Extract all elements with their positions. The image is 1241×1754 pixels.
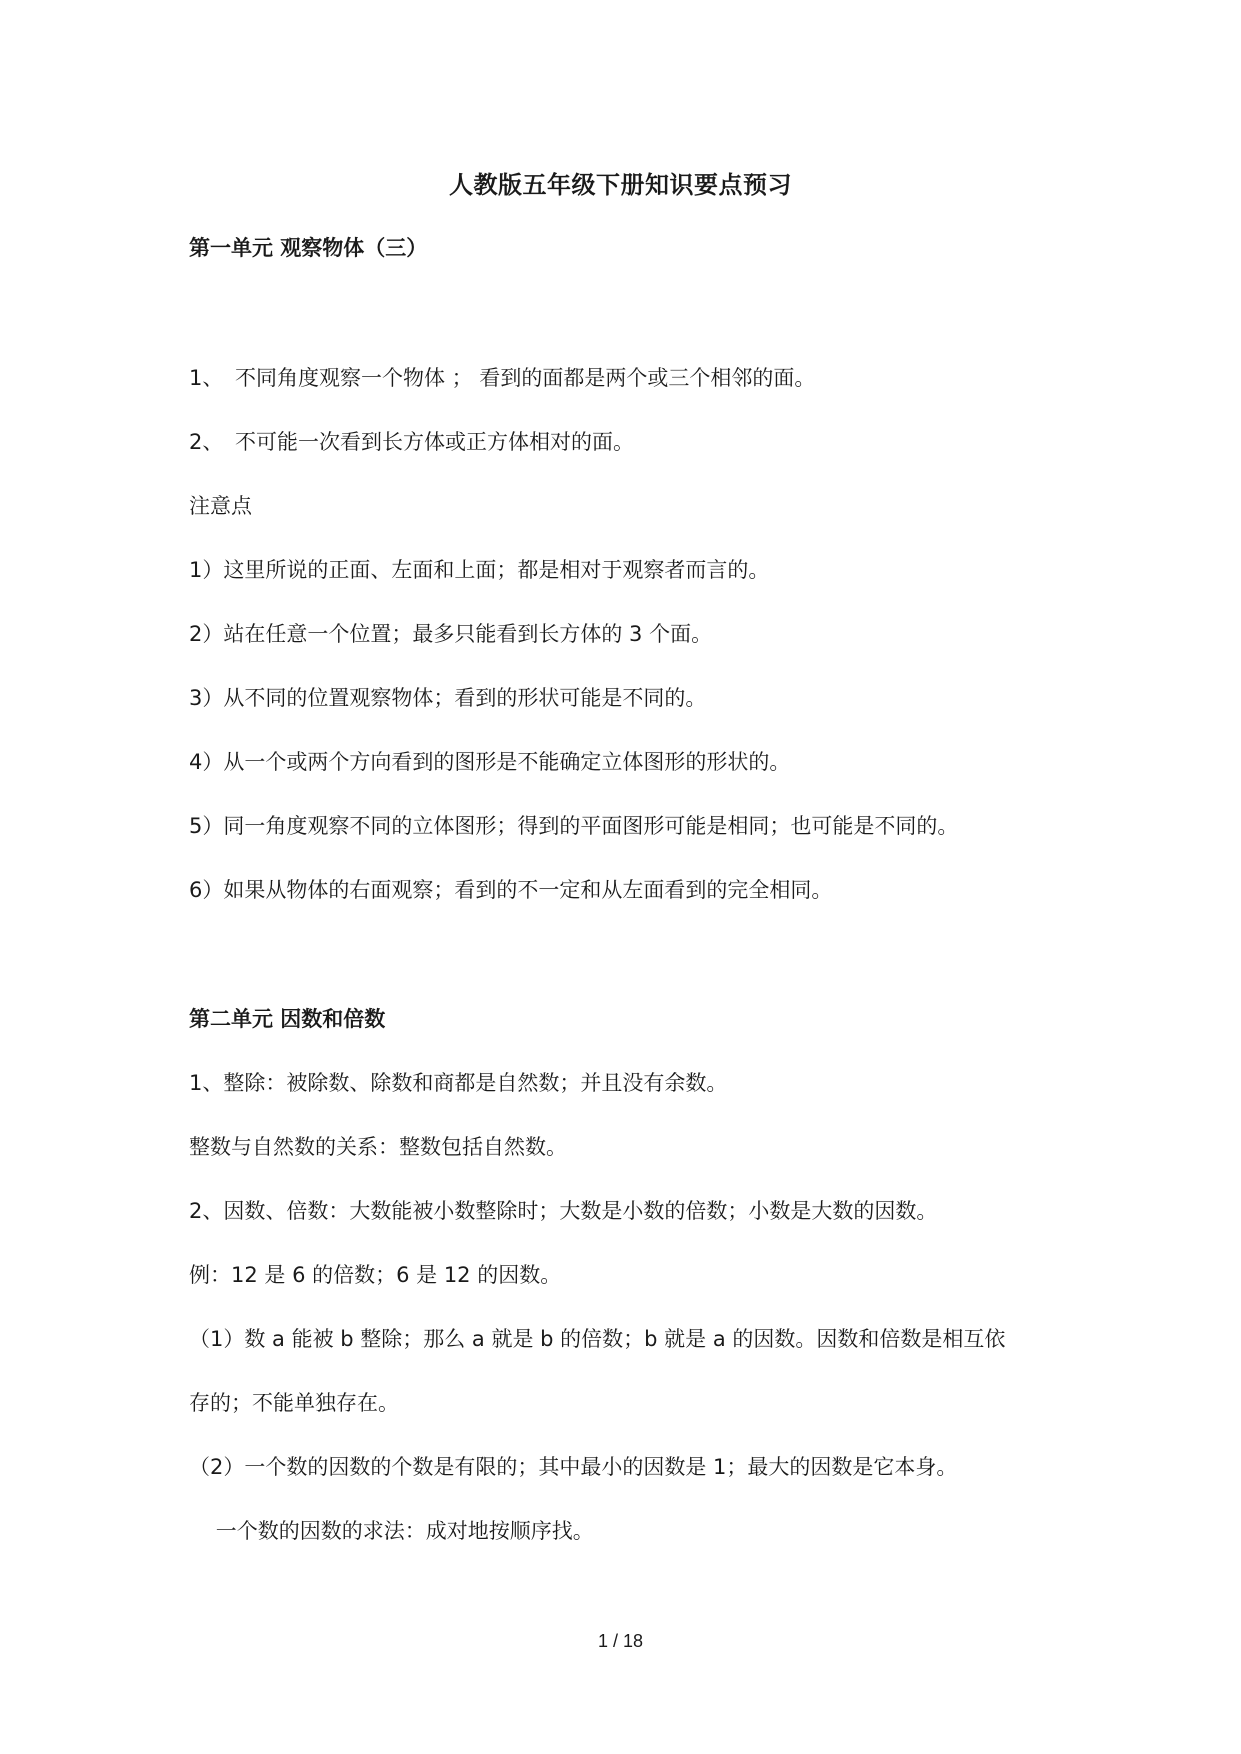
unit2-line-2: 整数与自然数的关系：整数包括自然数。: [189, 1135, 567, 1159]
unit2-line-8: 一个数的因数的求法：成对地按顺序找。: [189, 1519, 594, 1543]
note-1: 1）这里所说的正面、左面和上面；都是相对于观察者而言的。: [189, 558, 770, 582]
page-indicator: 1 / 18: [597, 1631, 644, 1651]
item-text: 不可能一次看到长方体或正方体相对的面。: [235, 430, 634, 454]
unit1-item-1: [189, 363, 815, 393]
unit2-line-5: （1）数 a 能被 b 整除；那么 a 就是 b 的倍数；b 就是 a 的因数。因数和倍数是相互依: [189, 1327, 1006, 1351]
item-number: 2、: [189, 430, 224, 454]
unit2-line-3: 2、因数、倍数：大数能被小数整除时；大数是小数的倍数；小数是大数的因数。: [189, 1199, 938, 1223]
unit2-line-4: 例：12 是 6 的倍数；6 是 12 的因数。: [189, 1263, 562, 1287]
note-5: 5）同一角度观察不同的立体图形；得到的平面图形可能是相同；也可能是不同的。: [189, 814, 959, 838]
note-2: 2）站在任意一个位置；最多只能看到长方体的 3 个面。: [189, 622, 713, 646]
unit2-line-7: （2）一个数的因数的个数是有限的；其中最小的因数是 1；最大的因数是它本身。: [189, 1455, 958, 1479]
note-4: 4）从一个或两个方向看到的图形是不能确定立体图形的形状的。: [189, 750, 791, 774]
note-6: 6）如果从物体的右面观察；看到的不一定和从左面看到的完全相同。: [189, 878, 833, 902]
unit1-heading: 第一单元 观察物体（三）: [189, 236, 428, 260]
item-number: 1、: [189, 366, 224, 390]
unit1-item-2: [189, 427, 634, 457]
unit2-heading: 第二单元 因数和倍数: [189, 1007, 386, 1031]
unit2-line-1: 1、整除：被除数、除数和商都是自然数；并且没有余数。: [189, 1071, 728, 1095]
unit2-line-6: 存的；不能单独存在。: [189, 1391, 399, 1415]
note-3: 3）从不同的位置观察物体；看到的形状可能是不同的。: [189, 686, 707, 710]
document-title: 人教版五年级下册知识要点预习: [449, 171, 792, 199]
note-label: 注意点: [189, 494, 252, 518]
item-text: 不同角度观察一个物体 ； 看到的面都是两个或三个相邻的面。: [235, 366, 816, 390]
